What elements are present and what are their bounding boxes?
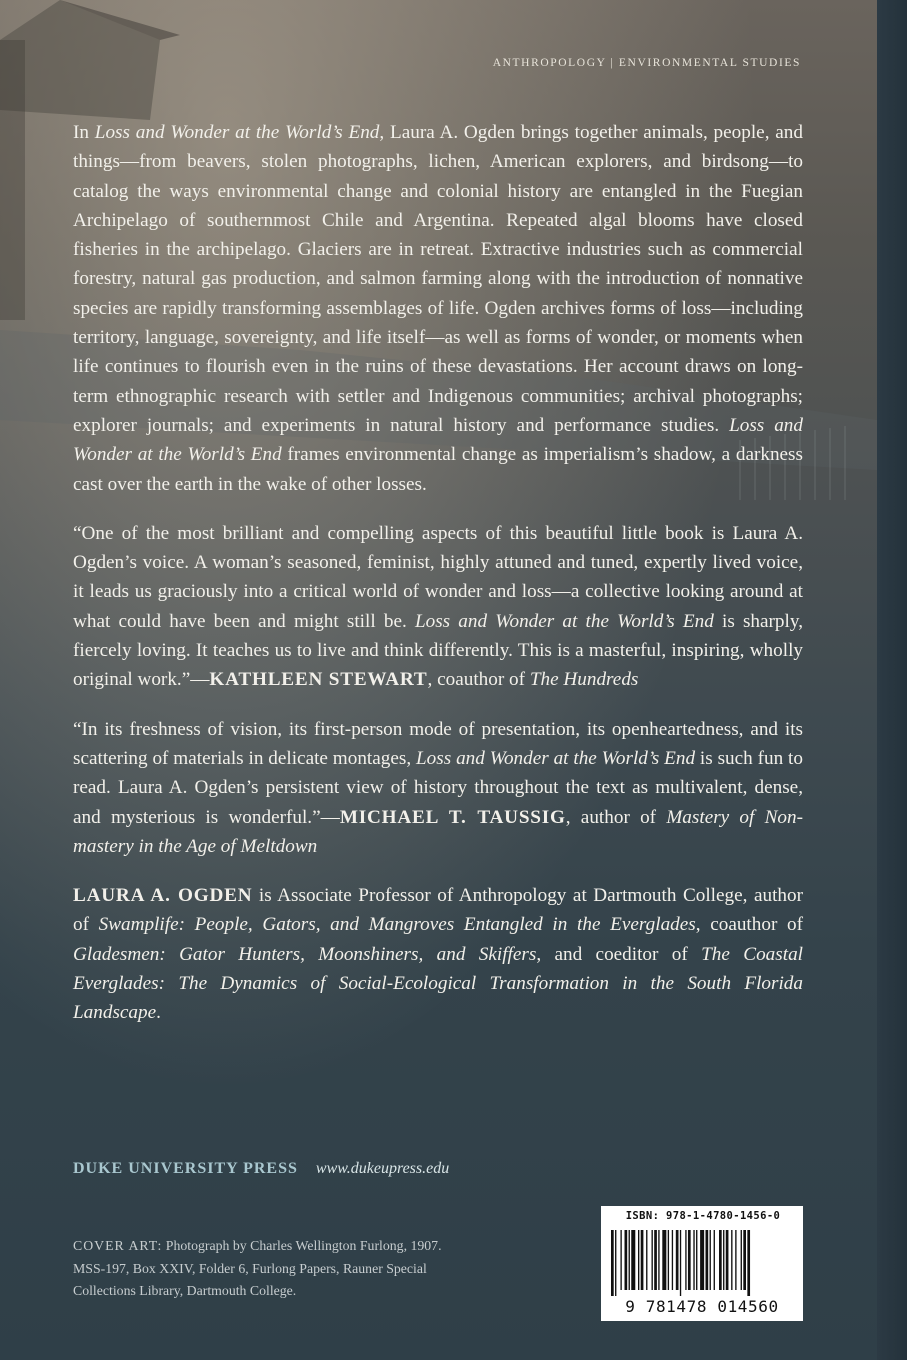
author-name: LAURA A. OGDEN <box>73 885 253 907</box>
endorsement-stewart: “One of the most brilliant and compelling aspects of this beautiful little book is Laura A. Ogden’s voice. A woman’s seasoned, feminist, highly attuned and tuned, expertly lived voice, it leads us graciously into a critical world of wonder and loss—a collective looking around at what could have been and might still be. Loss and Wonder at the World’s End is sharply, fiercely loving. It teaches us to live and think differently. This is a masterful, inspiring, wholly original work.”—KATHLEEN STEWART, coauthor of The Hundreds <box>73 522 803 691</box>
back-cover-text <box>73 118 803 1066</box>
barcode-bar <box>688 1230 691 1290</box>
book-title: Loss and Wonder at the World’s End <box>416 747 696 769</box>
isbn-label: ISBN: 978-1-4780-1456-0 <box>625 1210 781 1222</box>
publisher-url[interactable]: www.dukeupress.edu <box>315 1160 450 1177</box>
barcode-bar <box>747 1230 750 1296</box>
endorser-name: KATHLEEN STEWART <box>209 669 428 691</box>
barcode-bar <box>710 1230 711 1290</box>
endorser-book: Mastery of Non-mastery in the Age of Meltdown <box>73 806 803 857</box>
barcode-bar <box>676 1230 679 1290</box>
barcode-bar <box>620 1230 621 1290</box>
barcode-bar <box>631 1230 635 1290</box>
barcode-bar <box>629 1230 630 1290</box>
barcode-bar <box>680 1230 681 1296</box>
barcode-bar <box>731 1230 732 1290</box>
barcode-bar <box>741 1230 742 1290</box>
barcode-bar <box>658 1230 659 1290</box>
barcode-bar <box>646 1230 647 1290</box>
barcode-bar <box>685 1230 686 1290</box>
endorsement-taussig: “In its freshness of vision, its first-person mode of presentation, its openheartedness, and its scattering of materials in delicate montages, Loss and Wonder at the World’s End is such fun to read. Laura A. Ogden’s persistent view of history throughout the text as multivalent, dense, and mysterious is wonderful.”—MICHAEL T. TAUSSIG, author of Mastery of Non-mastery in the Age of Meltdown <box>73 718 803 857</box>
barcode-bar <box>743 1230 746 1290</box>
barcode-bar <box>706 1230 709 1290</box>
barcode-bar <box>662 1230 666 1290</box>
book-title: Loss and Wonder at the World’s End <box>94 122 380 143</box>
publisher-name: DUKE UNIVERSITY PRESS <box>73 1160 298 1177</box>
barcode-bar <box>654 1230 657 1290</box>
book-title: Loss and Wonder at the World’s End <box>73 414 803 466</box>
author-book: Gladesmen: Gator Hunters, Moonshiners, and Skiffers <box>73 943 537 965</box>
spine-edge <box>877 0 907 1360</box>
barcode-bar <box>723 1230 724 1290</box>
barcode-bar <box>615 1230 616 1296</box>
author-book: Swamplife: People, Gators, and Mangroves Entangled in the Everglades <box>98 914 696 936</box>
barcode-bar <box>652 1230 653 1290</box>
barcode-bar <box>668 1230 669 1290</box>
endorser-name: MICHAEL T. TAUSSIG <box>339 806 566 828</box>
book-title: Loss and Wonder at the World’s End <box>414 610 714 632</box>
barcode-bar <box>693 1230 694 1290</box>
isbn-digits: 9 781478 014560 <box>625 1297 779 1316</box>
barcode-bars <box>611 1230 793 1296</box>
barcode-bar <box>726 1230 729 1290</box>
barcode-bar <box>641 1230 644 1290</box>
isbn-barcode <box>601 1206 803 1321</box>
barcode-bar <box>714 1230 715 1290</box>
barcode-bar <box>625 1230 628 1290</box>
barcode-bar <box>672 1230 673 1290</box>
barcode-bar <box>638 1230 639 1290</box>
barcode-bar <box>696 1230 697 1290</box>
cover-art-credit: COVER ART: Photograph by Charles Wellington Furlong, 1907. MSS-197, Box XXIV, Folder 6, Furlong Papers, Rauner Special Collections Library, Dartmouth College. <box>73 1238 442 1299</box>
cover-art-label: COVER ART: <box>73 1238 163 1253</box>
barcode-bar <box>700 1230 704 1290</box>
barcode-bar <box>719 1230 722 1290</box>
category-label: ANTHROPOLOGY | ENVIRONMENTAL STUDIES <box>492 57 801 69</box>
barcode-bar <box>611 1230 614 1296</box>
author-book: The Coastal Everglades: The Dynamics of Social-Ecological Transformation in the South Florida Landscape <box>73 943 803 1024</box>
publisher-line <box>73 1160 449 1178</box>
book-description: In Loss and Wonder at the World’s End, Laura A. Ogden brings together animals, people, and things—from beavers, stolen photographs, lichen, American explorers, and birdsong—to catalog the ways environmental change and colonial history are entangled in the Fuegian Archipelago of southernmost Chile and Argentina. Repeated algal blooms have closed fisheries in the archipelago. Glaciers are in retreat. Extractive industries such as commercial forestry, natural gas production, and salmon farming along with the introduction of nonnative species are rapidly transforming assemblages of life. Ogden archives forms of loss—including territory, language, sovereignty, and life itself—as well as forms of wonder, or moments when life continues to flourish even in the ruins of these devastations. Her account draws on long-term ethnographic research with settler and Indigenous communities; archival photographs; explorer journals; and experiments in natural history and performance studies. Loss and Wonder at the World’s End frames environmental change as imperialism’s shadow, a darkness cast over the earth in the wake of other losses. <box>73 122 803 495</box>
endorser-book: The Hundreds <box>529 669 639 691</box>
author-bio: LAURA A. OGDEN is Associate Professor of Anthropology at Dartmouth College, author of Swamplife: People, Gators, and Mangroves Entangled in the Everglades, coauthor of Gladesmen: Gator Hunters, Moonshiners, and Skiffers, and coeditor of The Coastal Everglades: The Dynamics of Social-Ecological Transformation in the South Florida Landscape. <box>73 885 803 1024</box>
barcode-bar <box>735 1230 736 1290</box>
